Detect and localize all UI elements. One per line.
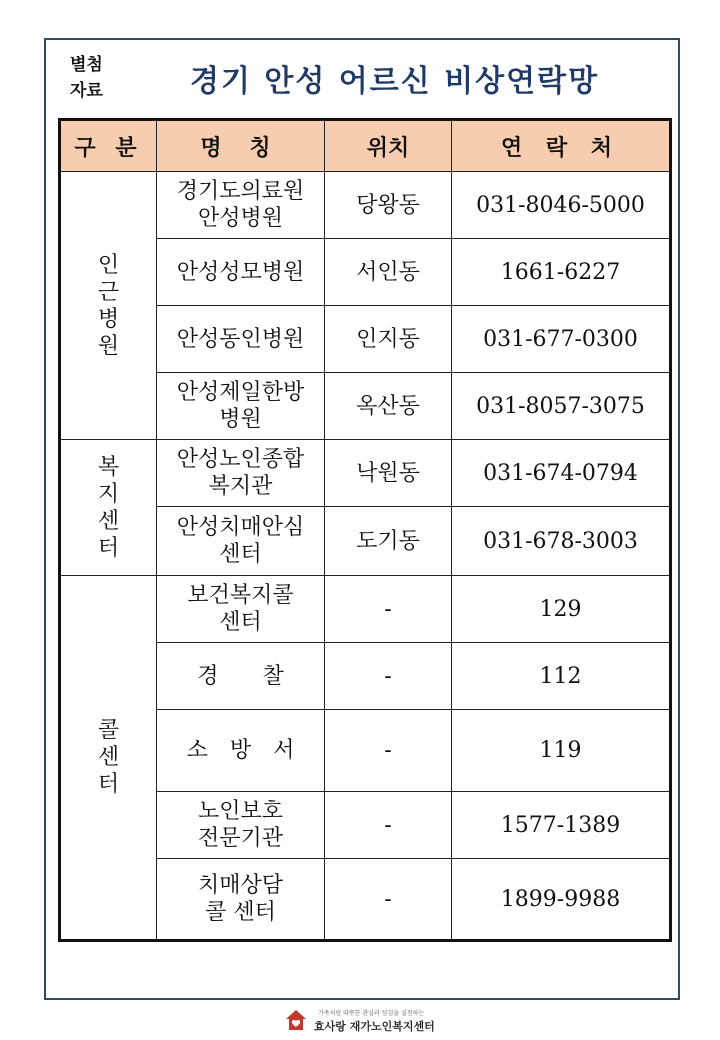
table-body bbox=[60, 172, 671, 941]
name-line: 소 방 서 bbox=[186, 738, 295, 763]
category-cell bbox=[60, 172, 157, 440]
name-line: 경 찰 bbox=[197, 663, 284, 689]
name-cell bbox=[157, 239, 325, 306]
name-cell bbox=[157, 792, 325, 859]
location-cell: - bbox=[325, 643, 452, 710]
phone-cell: 112 bbox=[452, 643, 671, 710]
table-row bbox=[60, 172, 671, 239]
phone-cell: 031-678-3003 bbox=[452, 507, 671, 576]
name-line: 안성동인병원 bbox=[176, 326, 305, 352]
category-char: 터 bbox=[97, 772, 120, 797]
name-cell bbox=[157, 643, 325, 710]
name-line: 센터 bbox=[219, 610, 262, 635]
phone-cell: 031-677-0300 bbox=[452, 306, 671, 373]
phone-cell: 031-8046-5000 bbox=[452, 172, 671, 239]
location-cell: - bbox=[325, 792, 452, 859]
phone-cell: 031-674-0794 bbox=[452, 440, 671, 507]
name-cell bbox=[157, 440, 325, 507]
contacts-table bbox=[58, 118, 672, 942]
category-char: 터 bbox=[97, 535, 120, 561]
name-line: 안성제일한방 bbox=[176, 380, 305, 405]
name-line: 병원 bbox=[219, 407, 262, 432]
footer-org-name: 효사랑 재가노인복지센터 bbox=[314, 1020, 435, 1033]
name-line: 안성성모병원 bbox=[176, 259, 305, 285]
footer-slogan: 가족처럼 따뜻한 관심과 섬김을 실천하는 bbox=[318, 1010, 425, 1017]
name-line: 안성병원 bbox=[197, 206, 283, 231]
name-cell bbox=[157, 576, 325, 643]
phone-cell: 1577-1389 bbox=[452, 792, 671, 859]
location-cell: 인지동 bbox=[325, 306, 452, 373]
attachment-label-line1: 별첨 bbox=[70, 55, 103, 75]
attachment-label bbox=[70, 52, 120, 104]
header-phone: 연 락 처 bbox=[452, 120, 671, 172]
name-line: 안성노인종합 bbox=[176, 447, 305, 472]
phone-cell: 129 bbox=[452, 576, 671, 643]
location-cell: 당왕동 bbox=[325, 172, 452, 239]
phone-cell: 031-8057-3075 bbox=[452, 373, 671, 440]
name-line: 치매상담 bbox=[197, 873, 283, 898]
name-cell bbox=[157, 859, 325, 941]
location-cell: 도기동 bbox=[325, 507, 452, 576]
header-location: 위치 bbox=[325, 120, 452, 172]
location-cell: - bbox=[325, 710, 452, 792]
name-cell bbox=[157, 172, 325, 239]
location-cell: 서인동 bbox=[325, 239, 452, 306]
name-line: 센터 bbox=[219, 542, 262, 567]
header-category: 구 분 bbox=[60, 120, 157, 172]
category-char: 센 bbox=[97, 508, 120, 534]
category-char: 근 bbox=[97, 279, 120, 305]
location-cell: - bbox=[325, 576, 452, 643]
category-char: 병 bbox=[97, 306, 120, 332]
category-cell bbox=[60, 576, 157, 941]
name-cell bbox=[157, 710, 325, 792]
name-line: 안성치매안심 bbox=[176, 515, 305, 540]
table-row bbox=[60, 576, 671, 643]
category-char: 인 bbox=[97, 252, 120, 278]
attachment-label-line2: 자료 bbox=[70, 81, 103, 101]
category-char: 원 bbox=[97, 333, 120, 359]
location-cell: - bbox=[325, 859, 452, 941]
table-row bbox=[60, 440, 671, 507]
category-cell bbox=[60, 440, 157, 576]
page-title: 경기 안성 어르신 비상연락망 bbox=[190, 64, 600, 99]
name-cell bbox=[157, 306, 325, 373]
location-cell: 낙원동 bbox=[325, 440, 452, 507]
header-name: 명 칭 bbox=[157, 120, 325, 172]
house-heart-logo-icon bbox=[284, 1008, 308, 1032]
footer bbox=[284, 1006, 454, 1034]
phone-cell: 119 bbox=[452, 710, 671, 792]
location-cell: 옥산동 bbox=[325, 373, 452, 440]
name-line: 경기도의료원 bbox=[176, 179, 305, 204]
name-line: 복지관 bbox=[208, 474, 273, 499]
category-char: 콜 bbox=[97, 718, 120, 743]
name-line: 콜 센터 bbox=[205, 900, 276, 925]
name-line: 전문기관 bbox=[197, 826, 283, 851]
category-char: 복 bbox=[97, 454, 120, 480]
name-cell bbox=[157, 373, 325, 440]
name-cell bbox=[157, 507, 325, 576]
category-char: 센 bbox=[97, 745, 120, 770]
category-char: 지 bbox=[97, 481, 120, 507]
phone-cell: 1661-6227 bbox=[452, 239, 671, 306]
name-line: 노인보호 bbox=[197, 799, 283, 824]
table-header-row bbox=[60, 120, 671, 172]
phone-cell: 1899-9988 bbox=[452, 859, 671, 941]
name-line: 보건복지콜 bbox=[187, 583, 294, 608]
